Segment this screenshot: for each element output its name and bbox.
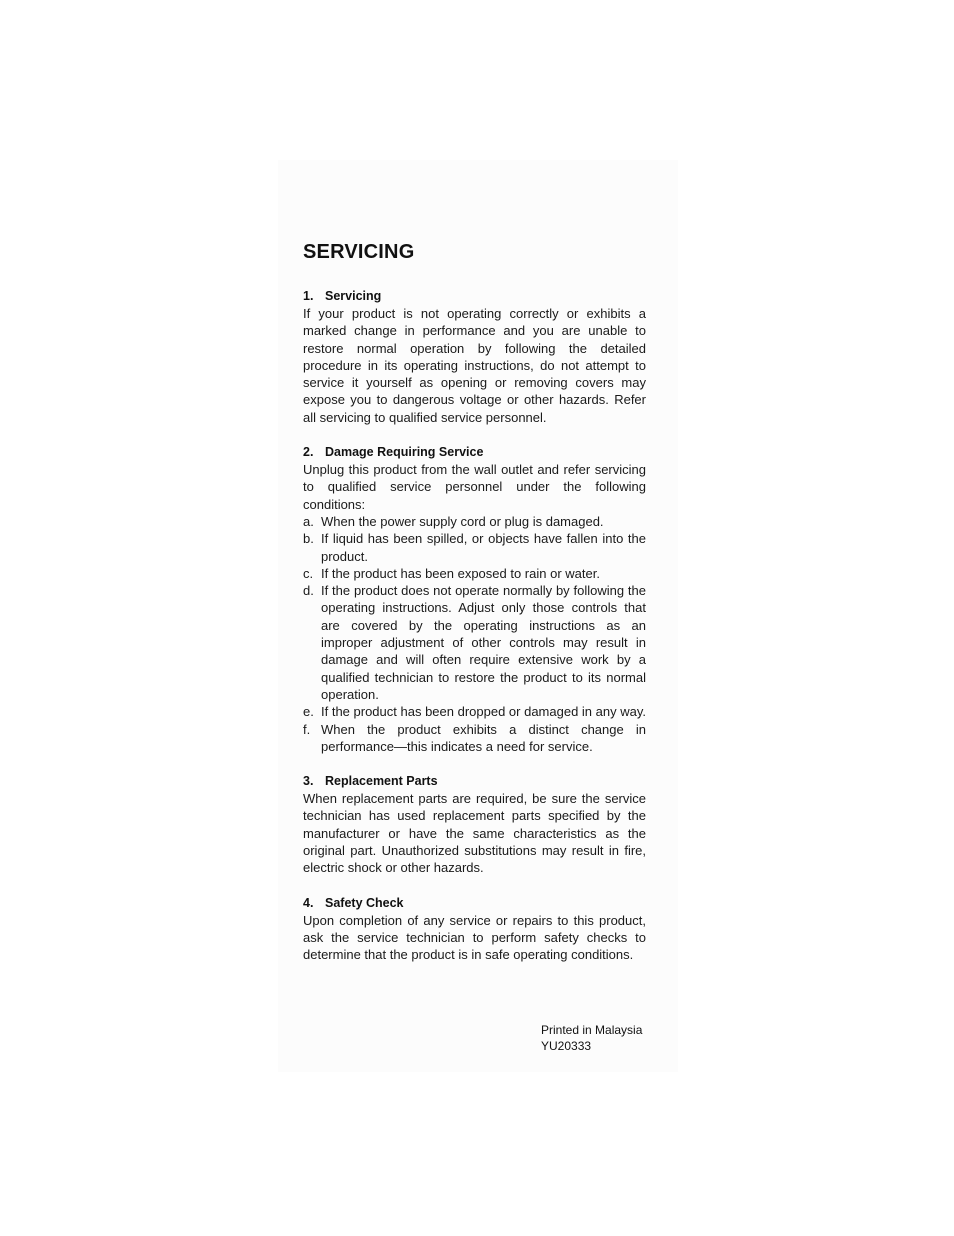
section-number: 1. (303, 289, 314, 303)
section-heading-text: Safety Check (325, 895, 404, 910)
section-heading (303, 773, 646, 790)
section-servicing (303, 288, 646, 426)
list-item-text: If the product does not operate normally by following the operating instructions. Adjust only those controls that are covered by the operating instructions as an improper adjustment of other controls may result in damage and will often require extensive work by a qualified technician to restore the product to its normal operation. (321, 583, 646, 702)
list-item-text: If liquid has been spilled, or objects have fallen into the product. (321, 531, 646, 564)
list-marker: e. (303, 704, 314, 720)
list-item-text: If the product has been dropped or damaged in any way. (321, 704, 646, 720)
section-body: If your product is not operating correctly or exhibits a marked change in performance and you are unable to restore normal operation by following the detailed procedure in its operating instructions, do not attempt to service it yourself as opening or removing covers may expose you to dangerous voltage or other hazards. Refer all servicing to qualified service personnel. (303, 306, 646, 425)
section-body: Unplug this product from the wall outlet and refer servicing to qualified service personnel under the following conditions: (303, 462, 646, 512)
list-item (303, 582, 646, 703)
section-safety-check (303, 895, 646, 964)
section-heading-text: Replacement Parts (325, 774, 438, 789)
section-number: 3. (303, 774, 314, 789)
list-item-text: If the product has been exposed to rain or water. (321, 565, 600, 581)
list-marker: a. (303, 513, 314, 529)
section-heading (303, 444, 646, 461)
list-item-text: When the product exhibits a distinct change in performance—this indicates a need for service. (321, 721, 646, 754)
list-item (303, 565, 646, 582)
section-body: Upon completion of any service or repairs to this product, ask the service technician to perform safety checks to determine that the product is in safe operating conditions. (303, 912, 646, 963)
section-heading (303, 288, 646, 305)
list-marker: f. (303, 721, 311, 737)
document-content (303, 238, 646, 982)
section-number: 2. (303, 445, 314, 460)
list-item (303, 703, 646, 720)
list-marker: b. (303, 531, 314, 547)
conditions-list (303, 513, 646, 755)
list-item-text: When the power supply cord or plug is damaged. (321, 513, 604, 529)
section-damage-requiring-service (303, 444, 646, 755)
printed-in-text: Printed in Malaysia (541, 1023, 643, 1037)
section-heading (303, 895, 646, 912)
section-heading-text: Damage Requiring Service (325, 445, 484, 460)
section-number: 4. (303, 895, 314, 910)
product-code: YU20333 (541, 1039, 592, 1053)
section-body: When replacement parts are required, be sure the service technician has used replacement parts specified by the manufacturer or have the same characteristics as the original part. Unauthorized substitutions may result in fire, electric shock or other hazards. (303, 791, 646, 876)
section-replacement-parts (303, 773, 646, 876)
list-item (303, 513, 646, 530)
list-marker: d. (303, 583, 314, 599)
page-title: SERVICING (303, 241, 415, 263)
list-item (303, 530, 646, 565)
section-heading-text: Servicing (325, 289, 382, 303)
list-marker: c. (303, 565, 314, 581)
list-item (303, 721, 646, 756)
print-footer (541, 1022, 642, 1054)
